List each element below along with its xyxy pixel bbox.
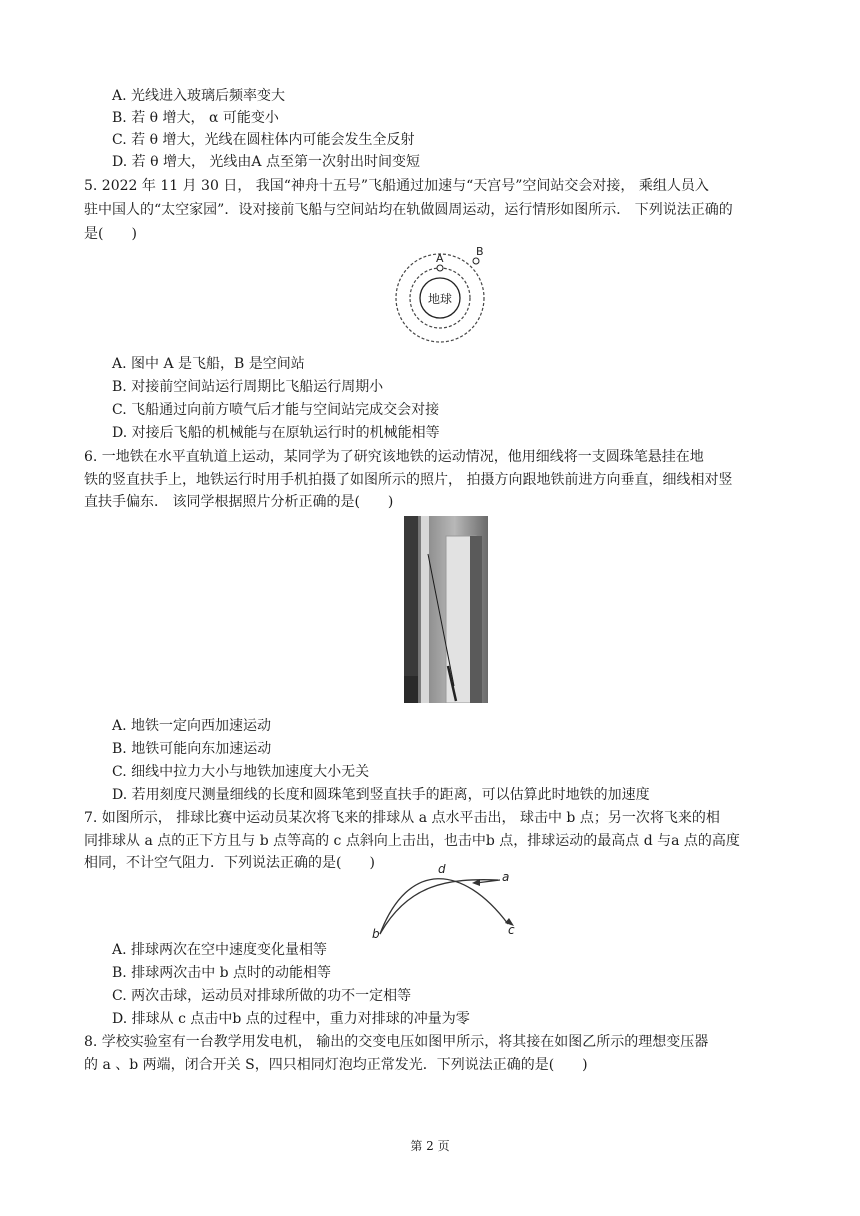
q8-stem-line-1: 8. 学校实验室有一台教学用发电机， 输出的交变电压如图甲所示，将其接在如图乙所示的理想变压器 (84, 1034, 709, 1050)
handrail-pole (421, 516, 429, 703)
q7-option-b: B. 排球两次击中 b 点时的动能相等 (112, 965, 332, 981)
q7-stem-line-2: 同排球从 a 点的正下方且与 b 点等高的 c 点斜向上击出，也击中b 点，排球运动的最高点 d 与a 点的高度 (84, 833, 740, 849)
craft-a (437, 265, 443, 271)
q5-option-d: D. 对接后飞船的机械能与在原轨运行时的机械能相等 (112, 425, 440, 441)
q6-stem-line-2: 铁的竖直扶手上，地铁运行时用手机拍摄了如图所示的照片， 拍摄方向跟地铁前进方向垂直，细线相对竖 (84, 472, 733, 488)
door-frame (470, 536, 482, 703)
q7-option-d: D. 排球从 c 点击中b 点的过程中，重力对排球的冲量为零 (112, 1011, 470, 1027)
point-c-label: c (508, 923, 515, 937)
point-b-label: b (372, 927, 380, 941)
q4-option-d: D. 若 θ 增大， 光线由A 点至第一次射出时间变短 (112, 154, 420, 170)
q7-option-a: A. 排球两次在空中速度变化量相等 (112, 942, 328, 958)
q5-option-c: C. 飞船通过向前方喷气后才能与空间站完成交会对接 (112, 402, 440, 418)
q7-stem-line-3: 相同，不计空气阻力．下列说法正确的是( ) (84, 855, 375, 871)
orbit-figure (390, 240, 500, 346)
subway-photo (404, 516, 488, 703)
q4-option-a: A. 光线进入玻璃后频率变大 (112, 88, 286, 104)
craft-b-label: B (476, 245, 484, 258)
left-shadow (404, 516, 418, 703)
point-a-label: a (502, 870, 510, 884)
earth-label: 地球 (427, 292, 453, 306)
volleyball-trajectory-figure (368, 864, 520, 942)
q6-option-d: D. 若用刻度尺测量细线的长度和圆珠笔到竖直扶手的距离，可以估算此时地铁的加速度 (112, 787, 650, 803)
q4-option-c: C. 若 θ 增大，光线在圆柱体内可能会发生全反射 (112, 132, 415, 148)
bottom-dark (404, 676, 418, 703)
q6-option-b: B. 地铁可能向东加速运动 (112, 741, 272, 757)
q6-option-a: A. 地铁一定向西加速运动 (112, 718, 272, 734)
page-number: 第 2 页 (410, 1139, 450, 1153)
trajectory-from-c (380, 879, 508, 934)
q7-option-c: C. 两次击球，运动员对排球所做的功不一定相等 (112, 988, 412, 1004)
q5-option-a: A. 图中 A 是飞船，B 是空间站 (112, 356, 305, 372)
q5-stem-line-2: 驻中国人的“太空家园”．设对接前飞船与空间站均在轨做圆周运动，运行情形如图所示． 下列说法正确的 (84, 202, 733, 218)
q6-stem-line-1: 6. 一地铁在水平直轨道上运动，某同学为了研究该地铁的运动情况，他用细线将一支圆珠笔悬挂在地 (84, 449, 704, 465)
craft-b (473, 258, 479, 264)
point-d-label: d (438, 864, 446, 876)
q5-option-b: B. 对接前空间站运行周期比飞船运行周期小 (112, 379, 384, 395)
q8-stem-line-2: 的 a 、b 两端，闭合开关 S，四只相同灯泡均正常发光．下列说法正确的是( ) (84, 1057, 588, 1073)
q7-stem-line-1: 7. 如图所示， 排球比赛中运动员某次将飞来的排球从 a 点水平击出， 球击中 b 点；另一次将飞来的相 (84, 810, 720, 826)
craft-a-label: A (436, 252, 444, 265)
q6-option-c: C. 细线中拉力大小与地铁加速度大小无关 (112, 764, 370, 780)
trajectory-from-a (380, 880, 498, 934)
q5-stem-line-1: 5. 2022 年 11 月 30 日， 我国“神舟十五号”飞船通过加速与“天宫号”空间站交会对接， 乘组人员入 (84, 178, 709, 194)
q4-option-b: B. 若 θ 增大， α 可能变小 (112, 110, 279, 126)
q5-stem-line-3: 是( ) (84, 226, 137, 242)
q6-stem-line-3: 直扶手偏东． 该同学根据照片分析正确的是( ) (84, 494, 394, 510)
